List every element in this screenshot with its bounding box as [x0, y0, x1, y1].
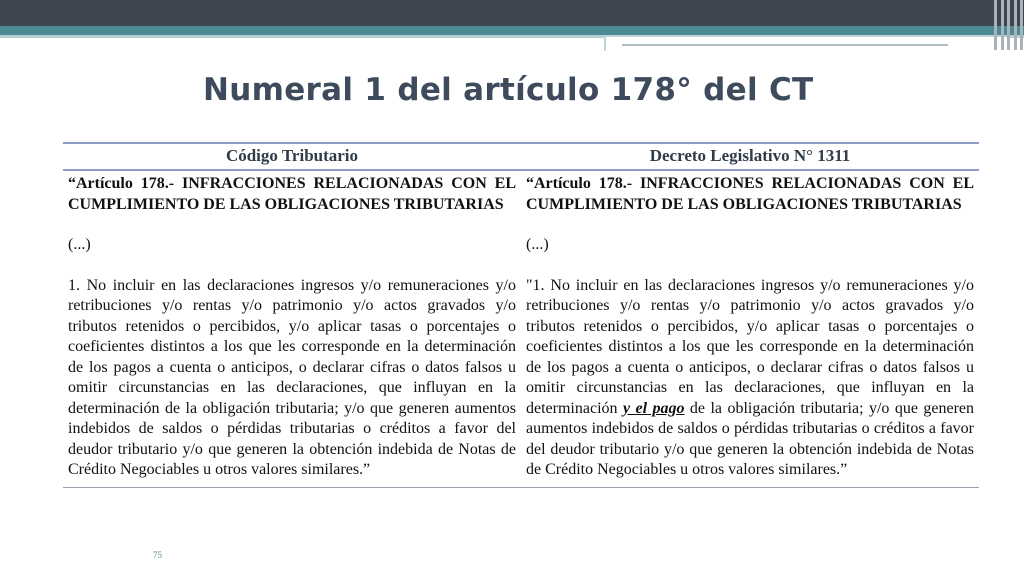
right-ellipsis: (...) [526, 236, 549, 253]
header-vertical-bars [990, 0, 1024, 50]
comparison-table [63, 142, 979, 488]
left-article-heading: “Artículo 178.- INFRACCIONES RELACIONADAS CON EL CUMPLIMIENTO DE LAS OBLIGACIONES TRIBUTARIAS [68, 175, 516, 213]
left-cell [63, 170, 521, 487]
right-article-body [526, 276, 974, 481]
right-body-emphasis: y el pago [622, 399, 685, 417]
right-cell [521, 170, 979, 487]
left-ellipsis: (...) [68, 236, 91, 253]
table-header-row [63, 143, 979, 170]
right-article-heading: “Artículo 178.- INFRACCIONES RELACIONADAS CON EL CUMPLIMIENTO DE LAS OBLIGACIONES TRIBUTARIAS [526, 175, 974, 213]
column-header-codigo-tributario: Código Tributario [63, 143, 521, 170]
header-band-teal [0, 26, 1024, 35]
column-header-decreto-legislativo: Decreto Legislativo N° 1311 [521, 143, 979, 170]
slide-title: Numeral 1 del artículo 178° del CT [203, 72, 814, 108]
right-body-after: de la obligación tributaria; y/o que generen aumentos indebidos de saldos o pérdidas tributarias o créditos a favor del deudor tributario y/o que generen la obtención indebida de Notas de Crédito Negociables u otros valores similares.” [526, 399, 974, 478]
left-article-body: 1. No incluir en las declaraciones ingresos y/o remuneraciones y/o retribuciones y/o rentas y/o patrimonio y/o actos gravados y/o tributos retenidos o percibidos, y/o aplicar tasas o porcentajes o coeficientes distintos a los que les corresponde en la determinación de los pagos a cuenta o anticipos, o declarar cifras o datos falsos u omitir circunstancias en las declaraciones, que influyan en la determinación de la obligación tributaria; y/o que generen aumentos indebidos de saldos o pérdidas tributarias o créditos a favor del deudor tributario y/o que generen la obtención indebida de Notas de Crédito Negociables u otros valores similares.” [68, 276, 516, 478]
table-row [63, 170, 979, 487]
header-accent-box [604, 35, 1006, 51]
page-number: 75 [153, 550, 162, 560]
right-body-before: "1. No incluir en las declaraciones ingresos y/o remuneraciones y/o retribuciones y/o rentas y/o patrimonio y/o actos gravados y/o tributos retenidos o percibidos, y/o aplicar tasas o porcentajes o coeficientes distintos a los que les corresponde en la determinación de los pagos a cuenta o anticipos, o declarar cifras o datos falsos u omitir circunstancias en las declaraciones, que influyan en la determinación [526, 276, 974, 417]
header-accent-line [622, 44, 948, 46]
header-band-dark [0, 0, 1024, 26]
